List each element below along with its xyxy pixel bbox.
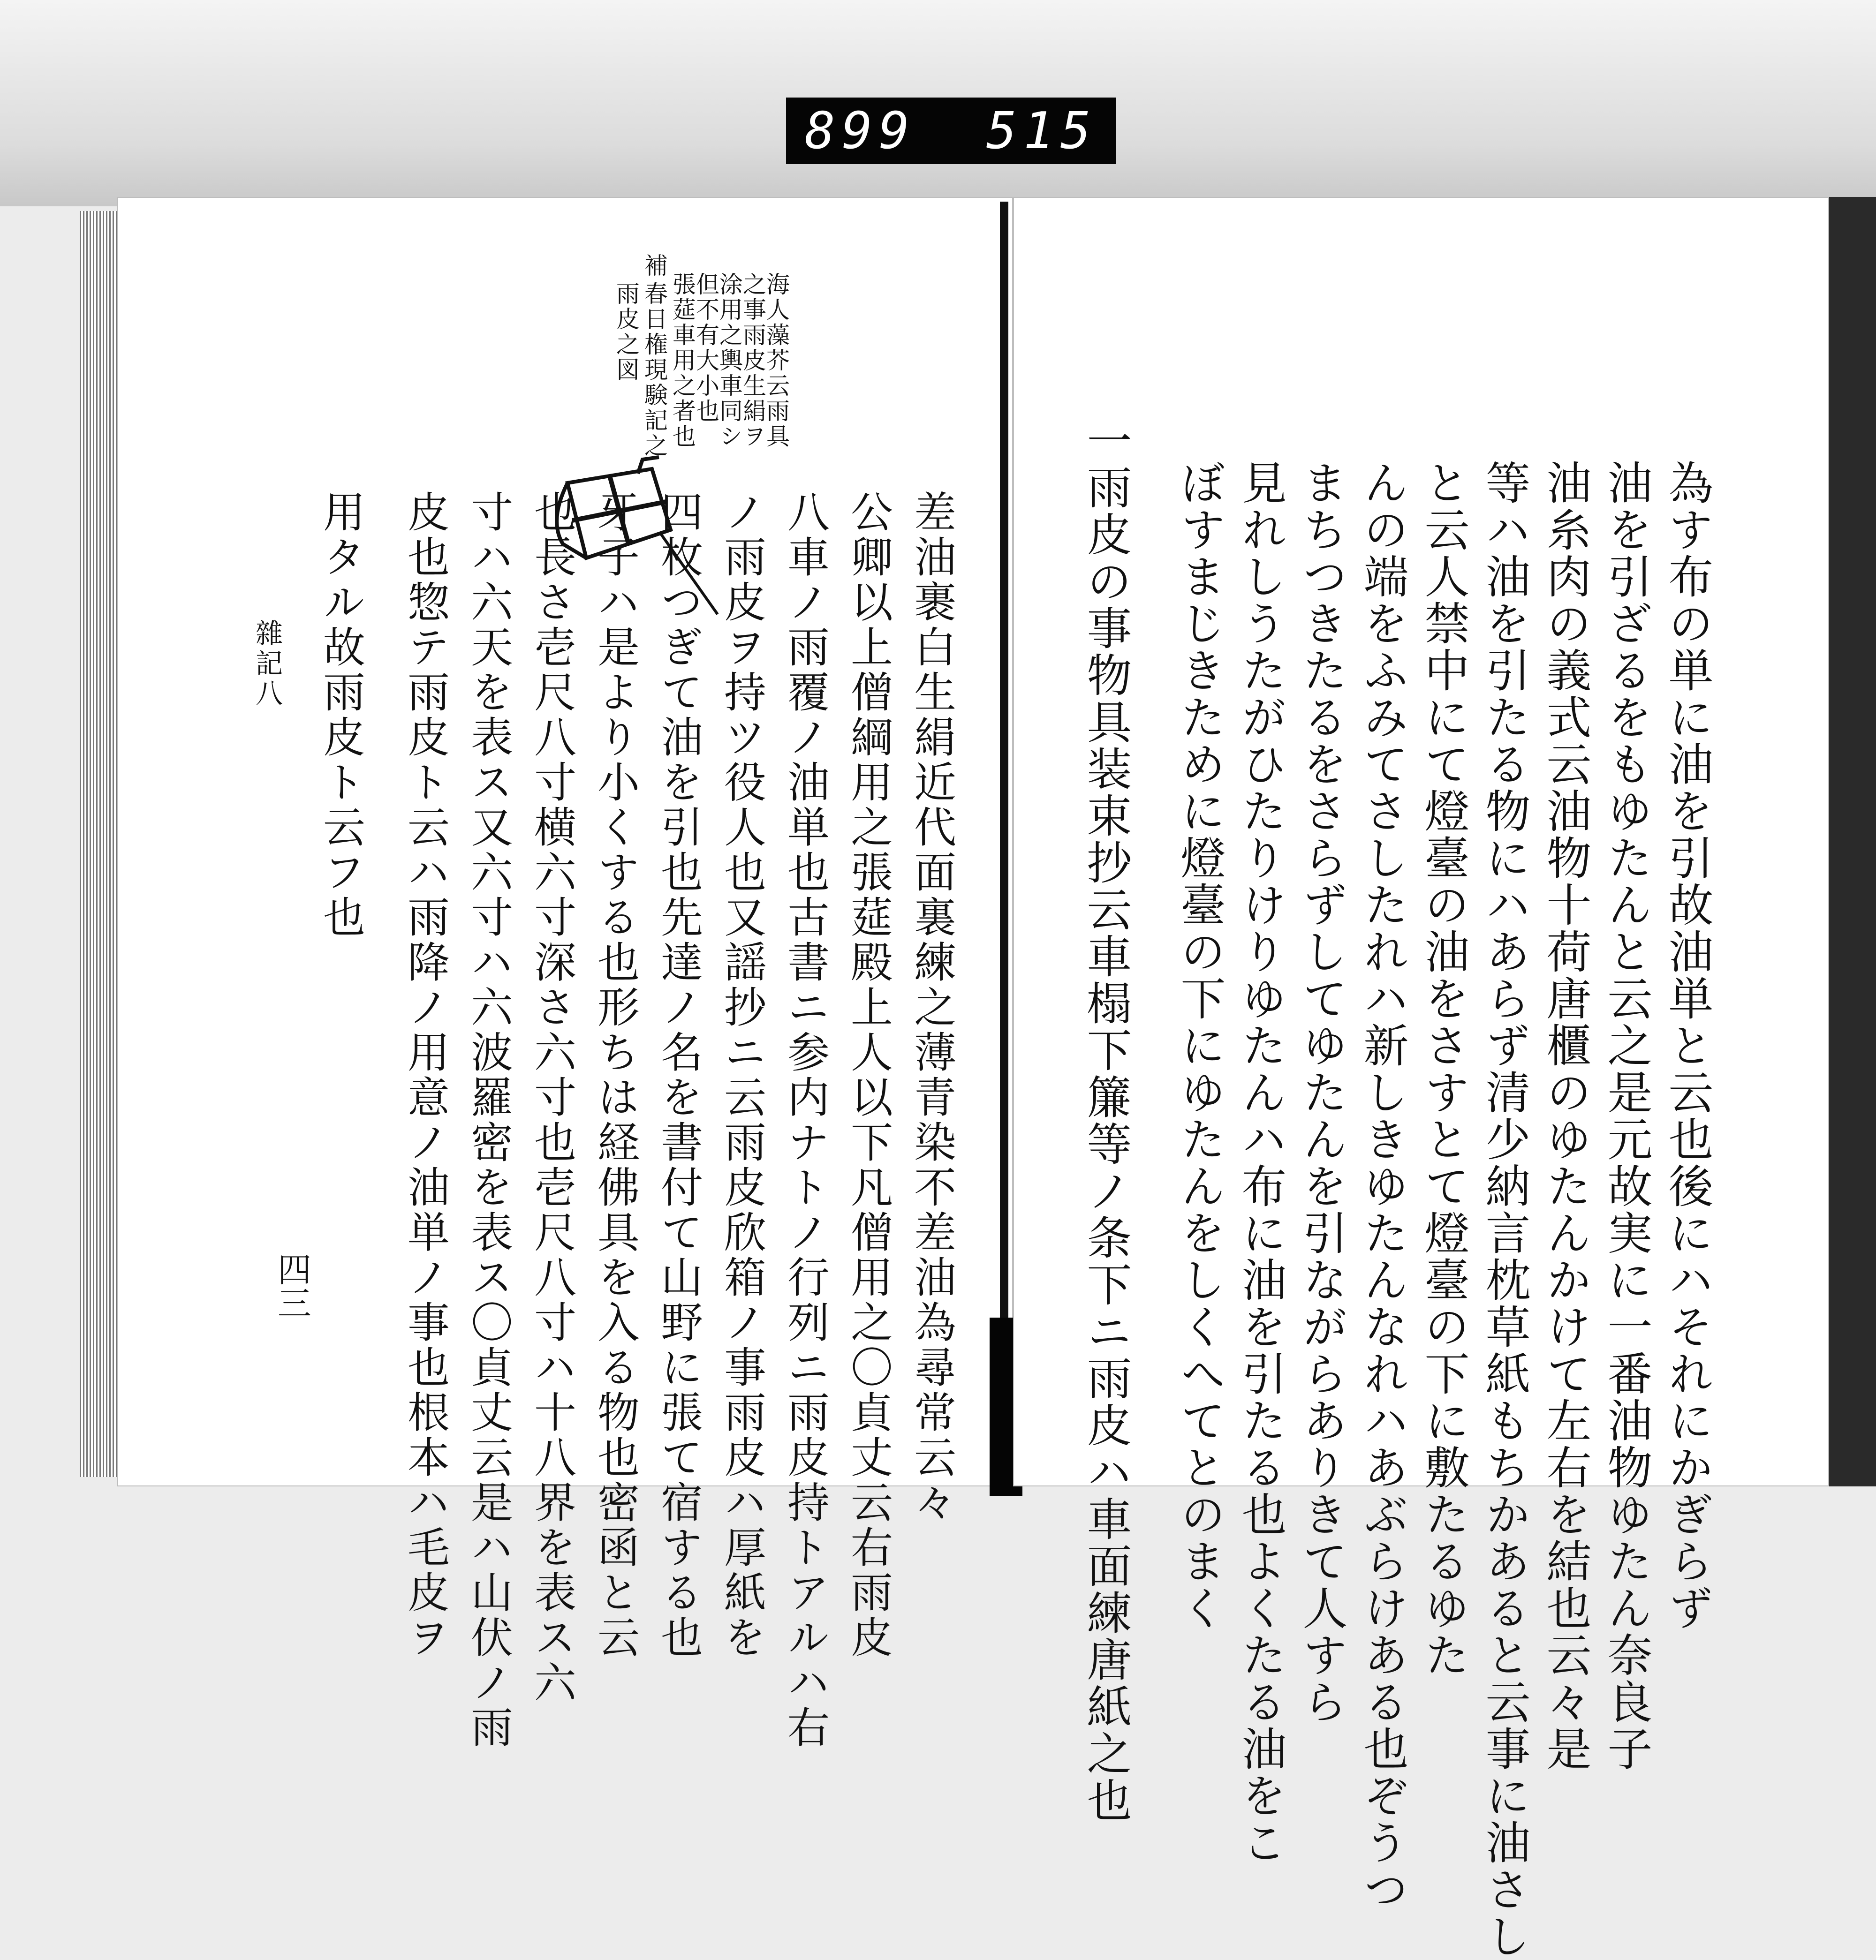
caption-line: 涂用之輿車同シ bbox=[716, 272, 743, 449]
text-column: 油糸肉の義式云油物十荷唐櫃のゆたんかけて左右を結也云々是 bbox=[1539, 460, 1592, 1772]
text-column: 寸ハ六天を表ス又六寸ハ六波羅密を表ス〇貞丈云是ハ山伏ノ雨 bbox=[463, 490, 513, 1750]
open-book bbox=[80, 197, 1824, 1960]
text-column: 一雨皮の事物具装束抄云車榻下簾等ノ条下ニ雨皮ハ車面練唐紙之也 bbox=[1080, 417, 1132, 1824]
text-column: 公卿以上僧綱用之張莚殿上人以下凡僧用之〇貞丈云右雨皮 bbox=[843, 490, 893, 1660]
text-column: まちつきたるをさらずしてゆたんを引ながらありきて人すら bbox=[1295, 460, 1348, 1726]
text-column: 八車ノ雨覆ノ油単也古書ニ参内ナトノ行列ニ雨皮持トアルハ右 bbox=[780, 490, 829, 1750]
text-column: 為す布の単に油を引故油単と云也後にハそれにかぎらず bbox=[1661, 460, 1714, 1632]
label-left-number: 899 bbox=[804, 101, 916, 160]
caption-line: 之事雨皮生絹ヲ bbox=[739, 272, 766, 449]
text-column: 用タル故雨皮ト云フ也 bbox=[316, 490, 365, 940]
archive-label bbox=[786, 98, 1116, 164]
label-right-number: 515 bbox=[986, 101, 1098, 160]
text-column: 見れしうたがひたりけりゆたんハ布に油を引たる也よくたる油をこ bbox=[1234, 460, 1287, 1866]
caption-line: 海人藻芥云雨具 bbox=[763, 272, 790, 449]
text-column: 差油裹白生絹近代面裏練之薄青染不差油為尋常云々 bbox=[907, 490, 956, 1525]
caption-line: 但不有大小也 bbox=[692, 272, 719, 424]
text-column: 油を引ざるをもゆたんと云之是元故実に一番油物ゆたん奈良子 bbox=[1600, 460, 1653, 1772]
page-number: 四三 bbox=[272, 1252, 311, 1319]
text-column: 等ハ油を引たる物にハあらず清少納言枕草紙もちかあると云事に油さし bbox=[1478, 460, 1531, 1960]
text-column: 四枚つぎて油を引也先達ノ名を書付て山野に張て宿する也 bbox=[653, 490, 703, 1660]
left-page bbox=[117, 197, 1013, 1750]
text-column: んの端をふみてさしたれハ新しきゆたんなれハあぶらけある也ぞうつ bbox=[1356, 460, 1409, 1913]
supplement-mark: 補 bbox=[641, 253, 668, 279]
text-column: ぼすまじきために燈臺の下にゆたんをしくへてとのまく bbox=[1173, 460, 1226, 1632]
text-column: 皮也惣テ雨皮ト云ハ雨降ノ用意ノ油単ノ事也根本ハ毛皮ヲ bbox=[400, 490, 449, 1660]
text-column: 也長さ壱尺八寸横六寸深さ六寸也壱尺八寸ハ十八界を表ス六 bbox=[527, 490, 576, 1705]
supplement-caption-line: 雨皮之図 bbox=[613, 281, 640, 383]
left-page-edges bbox=[80, 211, 122, 1477]
book-title-footer: 雜記八 bbox=[251, 619, 283, 709]
right-page bbox=[1013, 197, 1829, 1960]
book-gutter bbox=[1000, 202, 1008, 1486]
text-column: と云人禁中にて燈臺の油をさすとて燈臺の下に敷たるゆた bbox=[1417, 460, 1470, 1679]
caption-line: 張莚車用之者也 bbox=[669, 272, 696, 449]
text-column: ノ雨皮ヲ持ツ役人也又謡抄ニ云雨皮欣箱ノ事雨皮ハ厚紙を bbox=[717, 490, 766, 1660]
text-column: 牙子ハ是より小くする也形ちは経佛具を入る物也密函と云 bbox=[590, 490, 639, 1660]
supplement-caption-line: 春日権現験記之 bbox=[641, 281, 668, 459]
